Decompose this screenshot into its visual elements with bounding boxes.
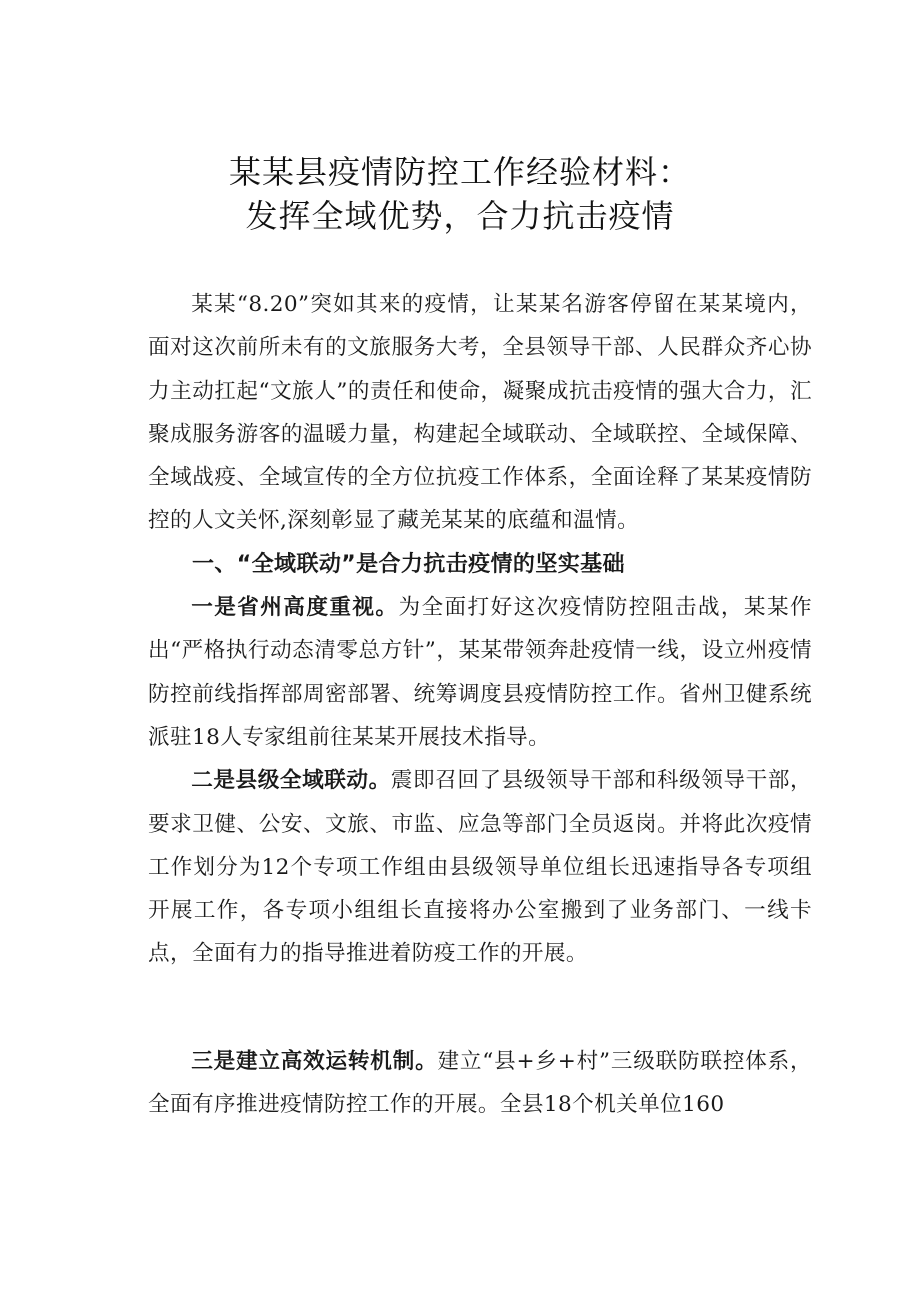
paragraph-3 bbox=[148, 1040, 812, 1127]
title-line-1: 某某县疫情防控工作经验材料： bbox=[228, 153, 691, 191]
paragraph-3-lead: 三是建立高效运转机制。 bbox=[191, 1049, 438, 1074]
document-body bbox=[148, 283, 812, 976]
document-title bbox=[0, 150, 920, 238]
section-heading-1: 一、“全域联动”是合力抗击疫情的坚实基础 bbox=[192, 551, 625, 577]
paragraph-2-lead: 二是县级全域联动。 bbox=[191, 768, 391, 794]
document-body-continued bbox=[148, 1040, 812, 1127]
paragraph-1-text: 为全面打好这次疫情防控阻击战，某某作出“严格执行动态清零总方针”，某某带领奔赴疫情一线，设立州疫情防控前线指挥部周密部署、统筹调度县疫情防控工作。省州卫健系统派驻18人专家组前往某某开展技术指导。 bbox=[148, 595, 812, 750]
paragraph-1-lead: 一是省州高度重视。 bbox=[191, 595, 399, 621]
intro-paragraph: 某某“8.20”突如其来的疫情，让某某名游客停留在某某境内，面对这次前所未有的文旅服务大考，全县领导干部、人民群众齐心协力主动扛起“文旅人”的责任和使命，凝聚成抗击疫情的强大合力，汇聚成服务游客的温暖力量，构建起全域联动、全域联控、全域保障、全域战疫、全域宣传的全方位抗疫工作体系，全面诠释了某某疫情防控的人文关怀,深刻彰显了藏羌某某的底蕴和温情。 bbox=[148, 292, 812, 534]
paragraph-2-text: 震即召回了县级领导干部和科级领导干部，要求卫健、公安、文旅、市监、应急等部门全员返岗。并将此次疫情工作划分为12个专项工作组由县级领导单位组长迅速指导各专项组开展工作，各专项小组组长直接将办公室搬到了业务部门、一线卡点，全面有力的指导推进着防疫工作的开展。 bbox=[148, 768, 812, 967]
paragraph-2 bbox=[148, 759, 812, 975]
paragraph-1 bbox=[148, 586, 812, 759]
title-line-2: 发挥全域优势，合力抗击疫情 bbox=[245, 197, 675, 235]
paragraph-3-text: 建立“县+乡+村”三级联防联控体系，全面有序推进疫情防控工作的开展。全县18个机关单位160 bbox=[148, 1049, 812, 1118]
